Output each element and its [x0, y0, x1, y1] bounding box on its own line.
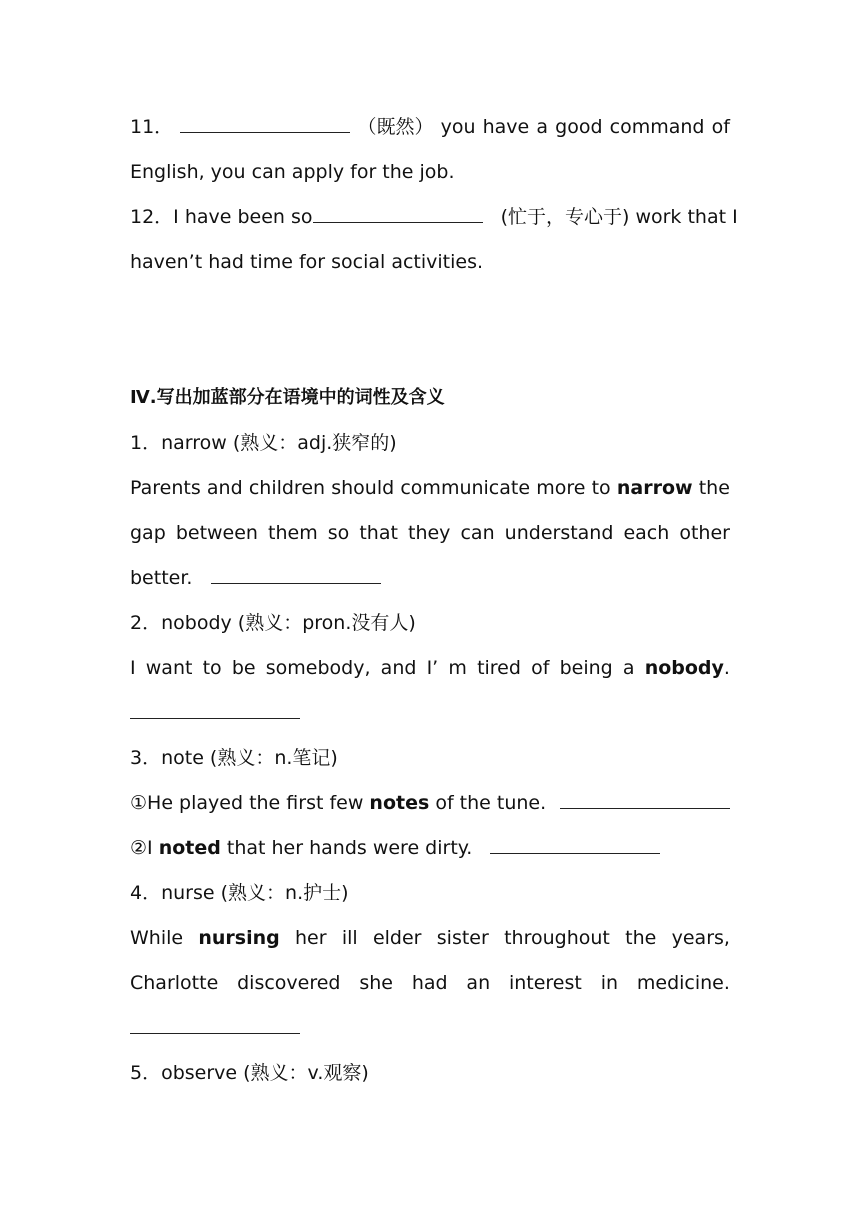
- word: them: [268, 522, 318, 544]
- word: discovered: [237, 972, 341, 994]
- word: should: [331, 477, 395, 499]
- word: she: [359, 972, 393, 994]
- text-segment: ①He played the first few: [130, 792, 364, 814]
- word: interest: [508, 972, 582, 994]
- item-1-line-3: [130, 566, 730, 590]
- item-1-line-2: [130, 521, 730, 545]
- word: each: [623, 522, 670, 544]
- item-3-sentence-b: [130, 836, 730, 860]
- highlighted-word: noted: [158, 837, 221, 859]
- answer-blank[interactable]: [130, 701, 300, 719]
- word: other: [679, 522, 730, 544]
- item-3-sentence-a: [130, 791, 730, 815]
- highlighted-word: nursing: [198, 927, 280, 949]
- word: being: [559, 657, 613, 679]
- answer-blank[interactable]: [211, 566, 381, 584]
- word: Charlotte: [130, 972, 219, 994]
- answer-blank[interactable]: [130, 1016, 300, 1034]
- item-4-line-2: [130, 971, 730, 995]
- item-4-line-1: [130, 926, 730, 950]
- answer-blank[interactable]: [490, 836, 660, 854]
- word: in: [600, 972, 619, 994]
- item-5-head: 5．observe (熟义：v.观察): [130, 1062, 369, 1084]
- hint-text: (忙于，专心于): [500, 206, 630, 228]
- highlighted-word: notes: [369, 792, 430, 814]
- question-number: 11．: [130, 116, 174, 138]
- word: I’: [426, 657, 439, 679]
- word: the: [698, 477, 730, 499]
- sentence-a-text: [130, 791, 546, 815]
- word: elder: [372, 927, 422, 949]
- word: an: [466, 972, 491, 994]
- word: between: [175, 522, 258, 544]
- word: children: [248, 477, 326, 499]
- word: somebody,: [265, 657, 371, 679]
- item-4-line-3: [130, 1016, 730, 1040]
- hint-text: （既然）: [357, 116, 434, 138]
- word: of: [711, 116, 730, 138]
- word: can: [460, 522, 495, 544]
- question-11-line-2: English, you can apply for the job.: [130, 161, 455, 183]
- sentence-end: better.: [130, 567, 193, 589]
- word: her: [295, 927, 327, 949]
- item-2-line-2: [130, 701, 730, 725]
- word: they: [408, 522, 451, 544]
- word: medicine.: [636, 972, 730, 994]
- section-heading: Ⅳ.写出加蓝部分在语境中的词性及含义: [130, 387, 445, 408]
- word: so: [327, 522, 350, 544]
- highlighted-word: nobody: [644, 657, 724, 679]
- question-12-line-1: [130, 205, 738, 229]
- highlighted-word-group: [645, 656, 730, 680]
- word: I: [130, 657, 136, 679]
- text-segment: ②I: [130, 837, 153, 859]
- word: to: [202, 657, 222, 679]
- item-2-line-1: [130, 656, 730, 680]
- word: that: [359, 522, 398, 544]
- item-3-head: 3．note (熟义：n.笔记): [130, 747, 338, 769]
- question-text: work that I: [635, 206, 738, 228]
- word: be: [231, 657, 256, 679]
- word: tired: [477, 657, 521, 679]
- answer-blank[interactable]: [180, 115, 350, 133]
- text-segment: of the tune.: [435, 792, 547, 814]
- word: m: [448, 657, 467, 679]
- question-11-line-1: [130, 115, 730, 139]
- word: you: [440, 116, 476, 138]
- text-segment: that her hands were dirty.: [226, 837, 473, 859]
- word: a: [536, 116, 549, 138]
- word: and: [206, 477, 243, 499]
- word: a: [622, 657, 635, 679]
- word: command: [609, 116, 705, 138]
- word: of: [531, 657, 550, 679]
- item-1-line-1: [130, 476, 730, 500]
- word: the: [625, 927, 657, 949]
- item-4-head: 4．nurse (熟义：n.护士): [130, 882, 349, 904]
- word: While: [130, 927, 184, 949]
- word: communicate: [400, 477, 531, 499]
- word: gap: [130, 522, 166, 544]
- question-12-line-2: haven’t had time for social activities.: [130, 251, 484, 273]
- word: want: [145, 657, 193, 679]
- word: good: [555, 116, 603, 138]
- answer-blank[interactable]: [313, 205, 483, 223]
- word: to: [591, 477, 611, 499]
- word: understand: [504, 522, 614, 544]
- word: years,: [671, 927, 730, 949]
- word: sister: [436, 927, 489, 949]
- word: ill: [341, 927, 358, 949]
- period: .: [723, 657, 730, 679]
- answer-blank[interactable]: [560, 791, 730, 809]
- word: and: [380, 657, 417, 679]
- item-1-head: 1．narrow (熟义：adj.狭窄的): [130, 432, 397, 454]
- word: Parents: [130, 477, 201, 499]
- highlighted-word: narrow: [616, 477, 693, 499]
- word: had: [411, 972, 448, 994]
- word: have: [482, 116, 530, 138]
- word: throughout: [504, 927, 610, 949]
- question-text: 12．I have been so: [130, 206, 313, 228]
- item-2-head: 2．nobody (熟义：pron.没有人): [130, 612, 416, 634]
- word: more: [536, 477, 586, 499]
